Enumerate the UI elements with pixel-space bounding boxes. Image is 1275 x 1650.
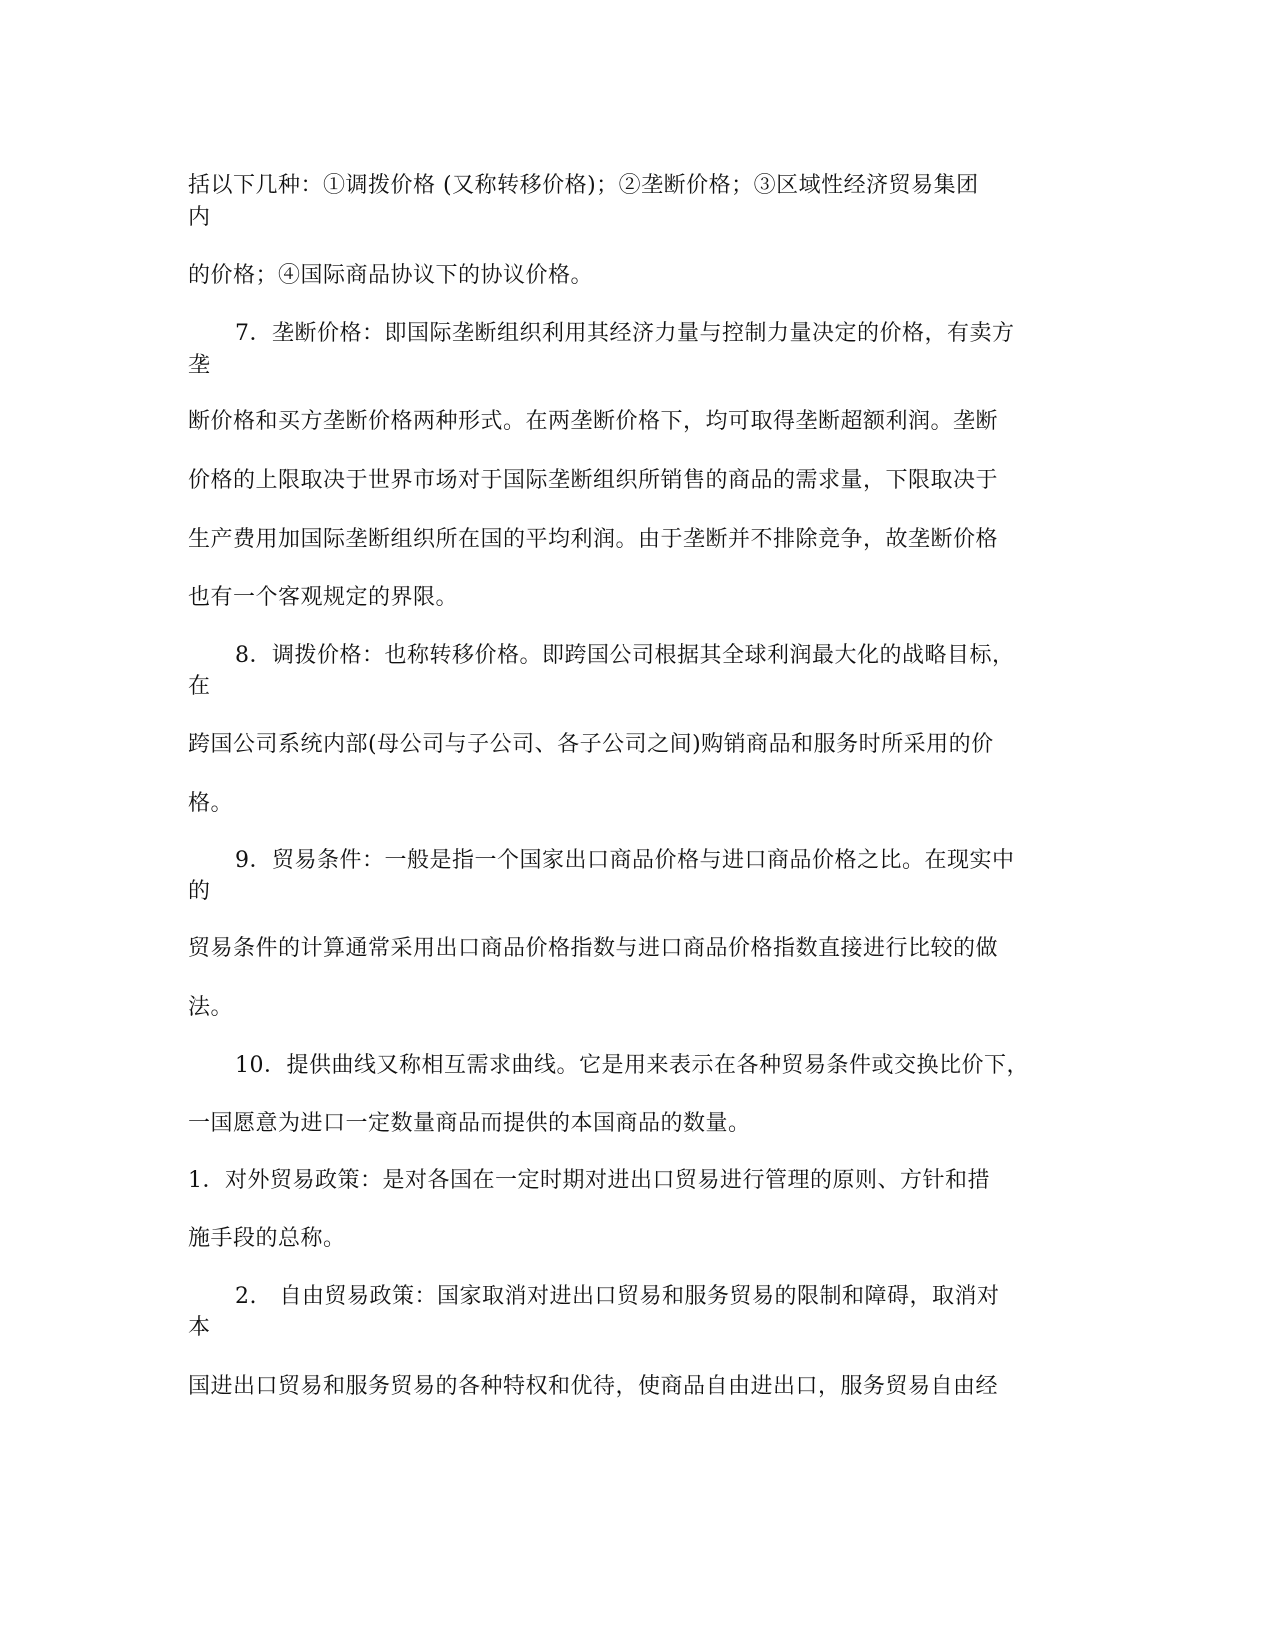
text-line: 本	[188, 1315, 211, 1340]
text-line: 1．对外贸易政策：是对各国在一定时期对进出口贸易进行管理的原则、方针和措	[188, 1168, 990, 1193]
text-line: 的	[188, 879, 211, 904]
text-line: 国进出口贸易和服务贸易的各种特权和优待，使商品自由进出口，服务贸易自由经	[188, 1374, 999, 1399]
text-line: 9．贸易条件：一般是指一个国家出口商品价格与进口商品价格之比。在现实中	[235, 848, 1015, 873]
text-line: 断价格和买方垄断价格两种形式。在两垄断价格下，均可取得垄断超额利润。垄断	[188, 409, 999, 434]
text-line: 的价格；④国际商品协议下的协议价格。	[188, 263, 594, 288]
text-line: 一国愿意为进口一定数量商品而提供的本国商品的数量。	[188, 1111, 751, 1136]
text-line: 法。	[188, 995, 234, 1020]
text-line: 在	[188, 674, 211, 699]
text-line: 内	[188, 205, 211, 230]
text-line: 格。	[188, 791, 234, 816]
text-line: 价格的上限取决于世界市场对于国际垄断组织所销售的商品的需求量，下限取决于	[188, 468, 999, 493]
text-line: 生产费用加国际垄断组织所在国的平均利润。由于垄断并不排除竞争，故垄断价格	[188, 527, 999, 552]
text-line: 也有一个客观规定的界限。	[188, 585, 459, 610]
text-line: 2. 自由贸易政策：国家取消对进出口贸易和服务贸易的限制和障碍，取消对	[235, 1284, 1000, 1309]
text-line: 括以下几种：①调拨价格 (又称转移价格)；②垄断价格；③区域性经济贸易集团	[188, 173, 979, 198]
text-line: 10．提供曲线又称相互需求曲线。它是用来表示在各种贸易条件或交换比价下，	[235, 1053, 1029, 1078]
text-line: 施手段的总称。	[188, 1226, 346, 1251]
text-line: 贸易条件的计算通常采用出口商品价格指数与进口商品价格指数直接进行比较的做	[188, 936, 999, 961]
text-line: 7．垄断价格：即国际垄断组织利用其经济力量与控制力量决定的价格，有卖方	[235, 321, 1015, 346]
text-line: 8．调拨价格：也称转移价格。即跨国公司根据其全球利润最大化的战略目标，	[235, 643, 1015, 668]
text-line: 跨国公司系统内部(母公司与子公司、各子公司之间)购销商品和服务时所采用的价	[188, 732, 994, 757]
text-line: 垄	[188, 353, 211, 378]
